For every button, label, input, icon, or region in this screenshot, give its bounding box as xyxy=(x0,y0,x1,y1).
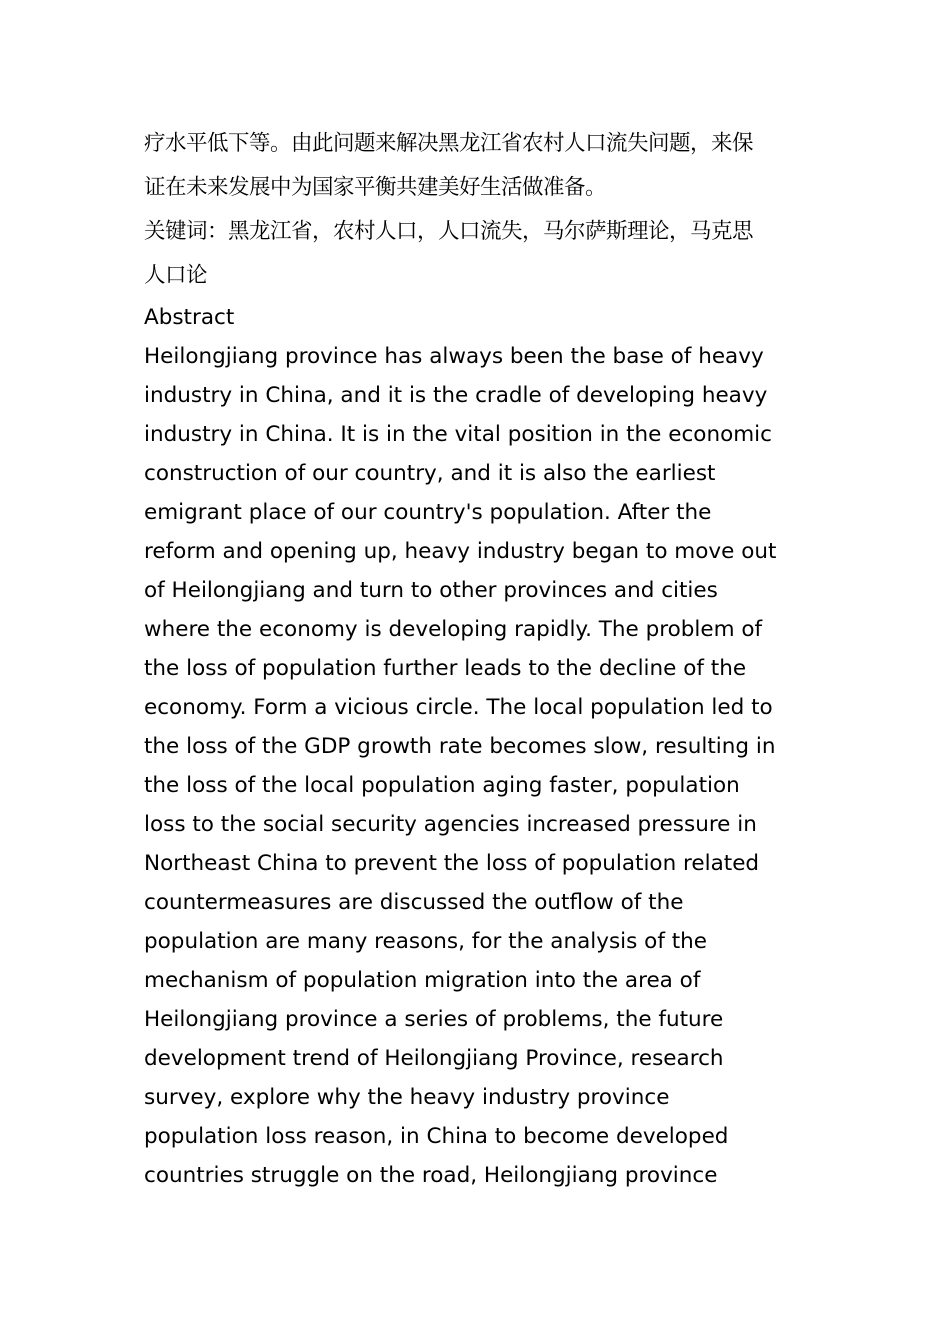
abstract-line: industry in China, and it is the cradle of developing heavy xyxy=(144,383,768,408)
abstract-line: the loss of the local population aging faster, population xyxy=(144,773,740,798)
abstract-line: Northeast China to prevent the loss of population related xyxy=(144,851,760,876)
abstract-line: mechanism of population migration into the area of xyxy=(144,968,701,993)
abstract-line: countermeasures are discussed the outflow of the xyxy=(144,890,684,915)
abstract-line: construction of our country, and it is also the earliest xyxy=(144,461,716,486)
abstract-line: economy. Form a vicious circle. The local population led to xyxy=(144,695,773,720)
abstract-line: reform and opening up, heavy industry began to move out xyxy=(144,539,777,564)
document-body xyxy=(144,122,824,1195)
abstract-line: industry in China. It is in the vital position in the economic xyxy=(144,422,772,447)
abstract-line: Heilongjiang province has always been the base of heavy xyxy=(144,344,764,369)
abstract-line: the loss of population further leads to the decline of the xyxy=(144,656,747,681)
keywords-line: 关键词：黑龙江省，农村人口，人口流失，马尔萨斯理论，马克思 xyxy=(144,219,754,244)
abstract-line: of Heilongjiang and turn to other provinces and cities xyxy=(144,578,718,603)
abstract-line: where the economy is developing rapidly. The problem of xyxy=(144,617,763,642)
abstract-line: the loss of the GDP growth rate becomes slow, resulting in xyxy=(144,734,776,759)
abstract-line: loss to the social security agencies increased pressure in xyxy=(144,812,757,837)
keywords-line: 人口论 xyxy=(144,263,208,288)
abstract-line: survey, explore why the heavy industry province xyxy=(144,1085,670,1110)
abstract-heading: Abstract xyxy=(144,305,235,330)
abstract-line: population are many reasons, for the analysis of the xyxy=(144,929,708,954)
summary-line: 疗水平低下等。由此问题来解决黑龙江省农村人口流失问题，来保 xyxy=(144,131,754,156)
abstract-line: development trend of Heilongjiang Province, research xyxy=(144,1046,724,1071)
abstract-line: countries struggle on the road, Heilongjiang province xyxy=(144,1163,718,1188)
abstract-line: Heilongjiang province a series of problems, the future xyxy=(144,1007,724,1032)
abstract-line: emigrant place of our country's population. After the xyxy=(144,500,712,525)
abstract-line: population loss reason, in China to become developed xyxy=(144,1124,729,1149)
summary-line: 证在未来发展中为国家平衡共建美好生活做准备。 xyxy=(144,175,607,200)
